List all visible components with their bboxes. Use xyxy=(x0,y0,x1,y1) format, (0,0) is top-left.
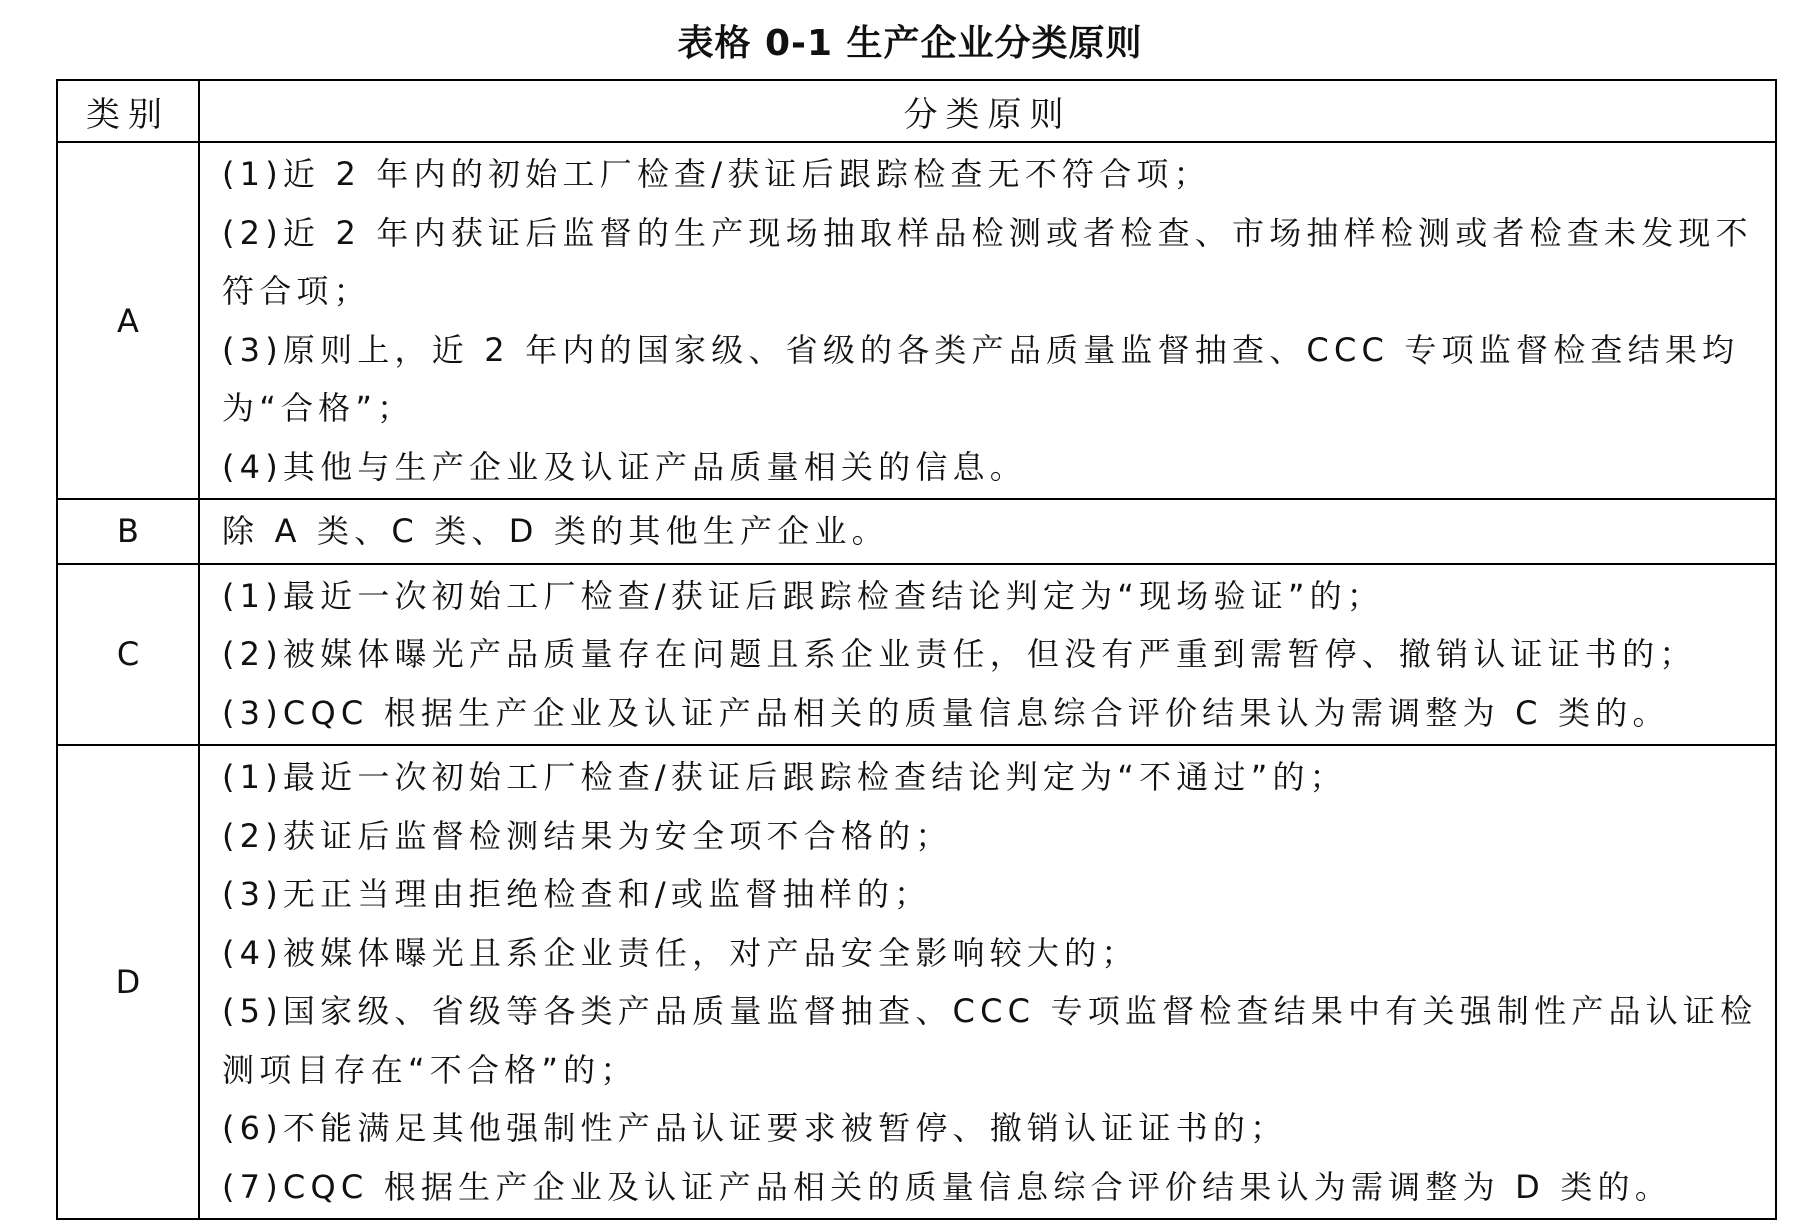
principle-cell xyxy=(199,745,1776,1219)
principle-item: (2)被媒体曝光产品质量存在问题且系企业责任，但没有严重到需暂停、撤销认证证书的； xyxy=(222,635,1697,673)
principle-cell xyxy=(199,499,1776,564)
category-cell: D xyxy=(57,745,199,1219)
principle-item: (6)不能满足其他强制性产品认证要求被暂停、撤销认证证书的； xyxy=(222,1109,1288,1147)
header-principle: 分类原则 xyxy=(199,80,1776,142)
principle-item: (3)CQC 根据生产企业及认证产品相关的质量信息综合评价结果认为需调整为 C 类的。 xyxy=(222,693,1670,732)
principle-item: 除 A 类、C 类、D 类的其他生产企业。 xyxy=(222,512,889,550)
principle-item: (1)最近一次初始工厂检查/获证后跟踪检查结论判定为“不通过”的； xyxy=(222,758,1347,796)
principle-item: (4)被媒体曝光且系企业责任，对产品安全影响较大的； xyxy=(222,933,1139,972)
principle-item: (7)CQC 根据生产企业及认证产品相关的质量信息综合评价结果认为需调整为 D 类的。 xyxy=(222,1167,1672,1206)
category-cell: A xyxy=(57,142,199,499)
principle-item: (5)国家级、省级等各类产品质量监督抽查、CCC 专项监督检查结果中有关强制性产品认证检测项目存在“不合格”的； xyxy=(222,992,1758,1089)
principle-item: (3)原则上，近 2 年内的国家级、省级的各类产品质量监督抽查、CCC 专项监督检查结果均为“合格”； xyxy=(222,330,1740,427)
principle-item: (2)获证后监督检测结果为安全项不合格的； xyxy=(222,816,953,855)
principle-item: (1)最近一次初始工厂检查/获证后跟踪检查结论判定为“现场验证”的； xyxy=(222,576,1385,615)
principle-item: (1)近 2 年内的初始工厂检查/获证后跟踪检查无不符合项； xyxy=(222,155,1211,193)
classification-table xyxy=(56,79,1777,1220)
table-header-row xyxy=(57,80,1776,142)
table-title: 表格 0-1 生产企业分类原则 xyxy=(677,23,1143,64)
principle-item: (3)无正当理由拒绝检查和/或监督抽样的； xyxy=(222,875,932,913)
table-row-b xyxy=(57,499,1776,564)
header-category: 类别 xyxy=(57,80,199,142)
principle-cell xyxy=(199,564,1776,746)
category-cell: B xyxy=(57,499,199,564)
category-cell: C xyxy=(57,564,199,746)
table-row-d xyxy=(57,745,1776,1219)
table-row-c xyxy=(57,564,1776,746)
principle-cell xyxy=(199,142,1776,499)
table-row-a xyxy=(57,142,1776,499)
principle-item: (2)近 2 年内获证后监督的生产现场抽取样品检测或者检查、市场抽样检测或者检查未发现不符合项； xyxy=(222,213,1753,310)
principle-item: (4)其他与生产企业及认证产品质量相关的信息。 xyxy=(222,447,1027,486)
